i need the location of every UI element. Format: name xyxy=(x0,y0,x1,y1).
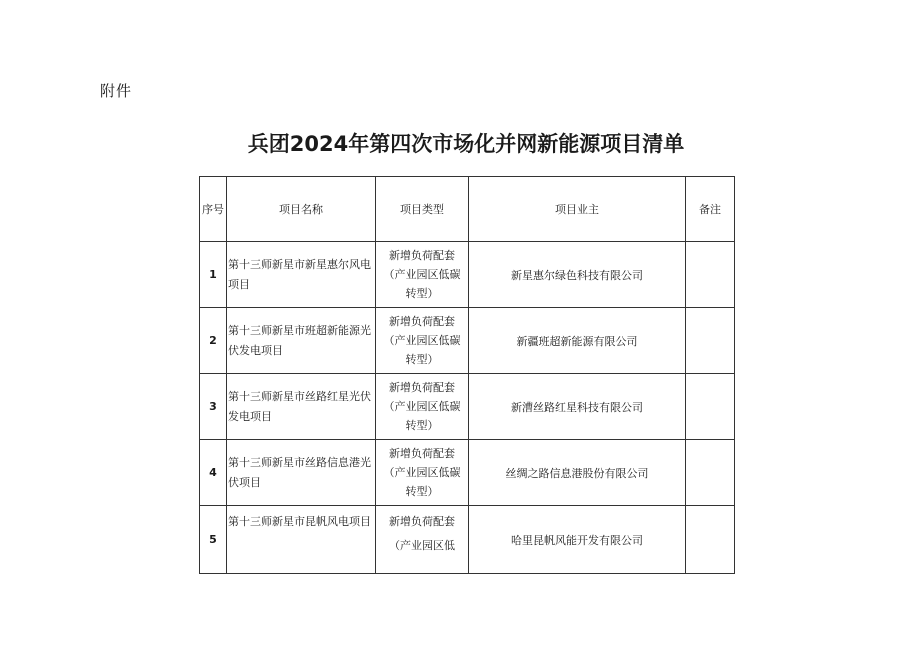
cell-project-type xyxy=(376,374,469,440)
type-line: 新增负荷配套 xyxy=(389,381,455,394)
cell-project-name: 第十三师新星市丝路红星光伏发电项目 xyxy=(227,374,376,440)
header-remark: 备注 xyxy=(686,177,735,242)
table-row xyxy=(200,374,735,440)
cell-no: 3 xyxy=(200,374,227,440)
cell-no: 1 xyxy=(200,242,227,308)
type-line: （产业园区低碳 xyxy=(383,334,461,347)
type-line: 新增负荷配套 xyxy=(389,515,455,528)
type-line: 新增负荷配套 xyxy=(389,249,455,262)
cell-remark xyxy=(686,506,735,574)
cell-remark xyxy=(686,440,735,506)
type-line: （产业园区低 xyxy=(389,539,455,552)
cell-project-owner: 新疆班超新能源有限公司 xyxy=(469,308,686,374)
cell-project-name: 第十三师新星市新星惠尔风电项目 xyxy=(227,242,376,308)
type-line: 转型） xyxy=(405,353,439,366)
type-line: （产业园区低碳 xyxy=(383,400,461,413)
cell-project-owner: 丝绸之路信息港股份有限公司 xyxy=(469,440,686,506)
cell-remark xyxy=(686,374,735,440)
cell-no: 5 xyxy=(200,506,227,574)
table-header-row xyxy=(200,177,735,242)
cell-no: 4 xyxy=(200,440,227,506)
header-project-name: 项目名称 xyxy=(227,177,376,242)
cell-project-type xyxy=(376,506,469,574)
project-list-table xyxy=(199,176,735,574)
type-line: 新增负荷配套 xyxy=(389,447,455,460)
cell-no: 2 xyxy=(200,308,227,374)
document-title: 兵团2024年第四次市场化并网新能源项目清单 xyxy=(247,132,685,156)
cell-project-owner: 哈里昆帆风能开发有限公司 xyxy=(469,506,686,574)
cell-project-type xyxy=(376,308,469,374)
cell-remark xyxy=(686,308,735,374)
cell-remark xyxy=(686,242,735,308)
cell-project-name: 第十三师新星市昆帆风电项目 xyxy=(227,506,376,574)
type-line: 转型） xyxy=(405,287,439,300)
cell-project-owner: 新星惠尔绿色科技有限公司 xyxy=(469,242,686,308)
table-row xyxy=(200,506,735,574)
table-row xyxy=(200,440,735,506)
type-line: 新增负荷配套 xyxy=(389,315,455,328)
type-line: 转型） xyxy=(405,419,439,432)
table-row xyxy=(200,242,735,308)
cell-project-owner: 新漕丝路红星科技有限公司 xyxy=(469,374,686,440)
type-line: 转型） xyxy=(405,485,439,498)
header-project-owner: 项目业主 xyxy=(469,177,686,242)
table-row xyxy=(200,308,735,374)
type-line: （产业园区低碳 xyxy=(383,466,461,479)
cell-project-name: 第十三师新星市班超新能源光伏发电项目 xyxy=(227,308,376,374)
attachment-label: 附件 xyxy=(100,82,133,100)
cell-project-name: 第十三师新星市丝路信息港光伏项目 xyxy=(227,440,376,506)
type-line: （产业园区低碳 xyxy=(383,268,461,281)
cell-project-type xyxy=(376,242,469,308)
header-project-type: 项目类型 xyxy=(376,177,469,242)
cell-project-type xyxy=(376,440,469,506)
header-no: 序号 xyxy=(200,177,227,242)
